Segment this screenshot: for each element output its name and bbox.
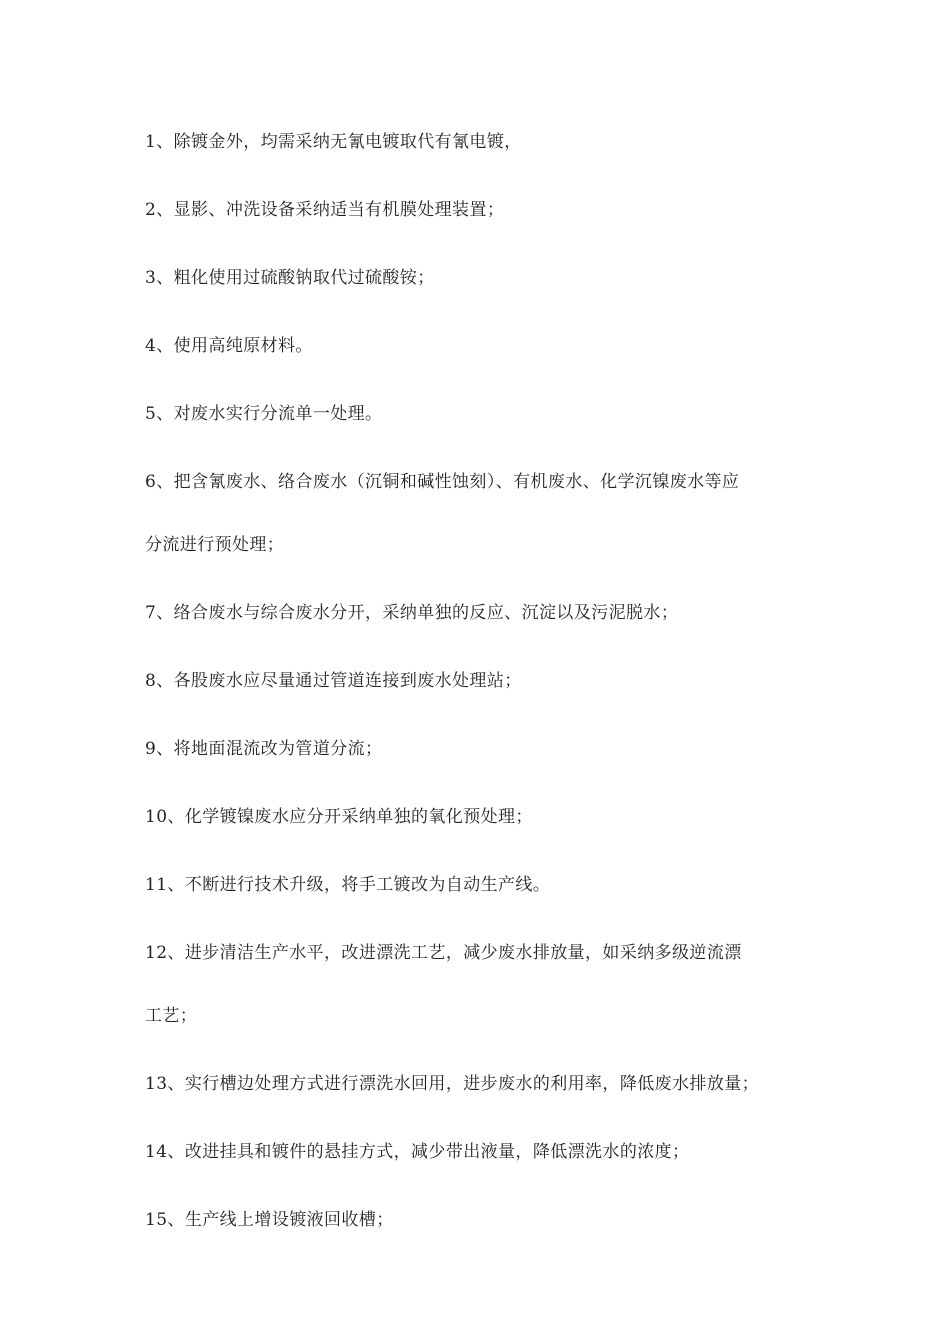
list-item-text: 5、对废水实行分流单一处理。 <box>145 404 383 424</box>
list-item <box>145 871 825 900</box>
list-item-text: 11、不断进行技术升级，将手工镀改为自动生产线。 <box>145 875 551 895</box>
list-item-text-continued: 工艺； <box>145 1006 198 1026</box>
list-item <box>145 1138 825 1167</box>
list-item-text: 7、络合废水与综合废水分开，采纳单独的反应、沉淀以及污泥脱水； <box>145 603 679 623</box>
list-item-text: 6、把含氰废水、络合废水（沉铜和碱性蚀刻）、有机废水、化学沉镍废水等应 <box>145 472 740 492</box>
list-item-text: 9、将地面混流改为管道分流； <box>145 739 383 759</box>
list-item <box>145 939 825 1031</box>
list-item <box>145 803 825 832</box>
list-item <box>145 1070 825 1099</box>
list-item <box>145 400 825 429</box>
list-item <box>145 1206 825 1235</box>
list-item <box>145 735 825 764</box>
list-item-text: 4、使用高纯原材料。 <box>145 336 313 356</box>
list-item <box>145 196 825 225</box>
list-item-text: 13、实行槽边处理方式进行漂洗水回用，进步废水的利用率，降低废水排放量； <box>145 1074 760 1094</box>
list-item-text: 12、进步清洁生产水平，改进漂洗工艺，减少废水排放量，如采纳多级逆流漂 <box>145 943 742 963</box>
list-item <box>145 468 825 560</box>
list-item-text-continued: 分流进行预处理； <box>145 535 285 555</box>
list-item-text: 14、改进挂具和镀件的悬挂方式，减少带出液量，降低漂洗水的浓度； <box>145 1142 690 1162</box>
list-item-text: 3、粗化使用过硫酸钠取代过硫酸铵； <box>145 268 435 288</box>
list-item <box>145 128 825 157</box>
list-item-text: 8、各股废水应尽量通过管道连接到废水处理站； <box>145 671 522 691</box>
list-item <box>145 332 825 361</box>
document-body <box>145 128 825 1274</box>
list-item-text: 1、除镀金外，均需采纳无氰电镀取代有氰电镀， <box>145 132 522 152</box>
list-item <box>145 667 825 696</box>
list-item <box>145 599 825 628</box>
list-item <box>145 264 825 293</box>
list-item-text: 10、化学镀镍废水应分开采纳单独的氧化预处理； <box>145 807 533 827</box>
list-item-text: 2、显影、冲洗设备采纳适当有机膜处理装置； <box>145 200 505 220</box>
list-item-text: 15、生产线上增设镀液回收槽； <box>145 1210 394 1230</box>
